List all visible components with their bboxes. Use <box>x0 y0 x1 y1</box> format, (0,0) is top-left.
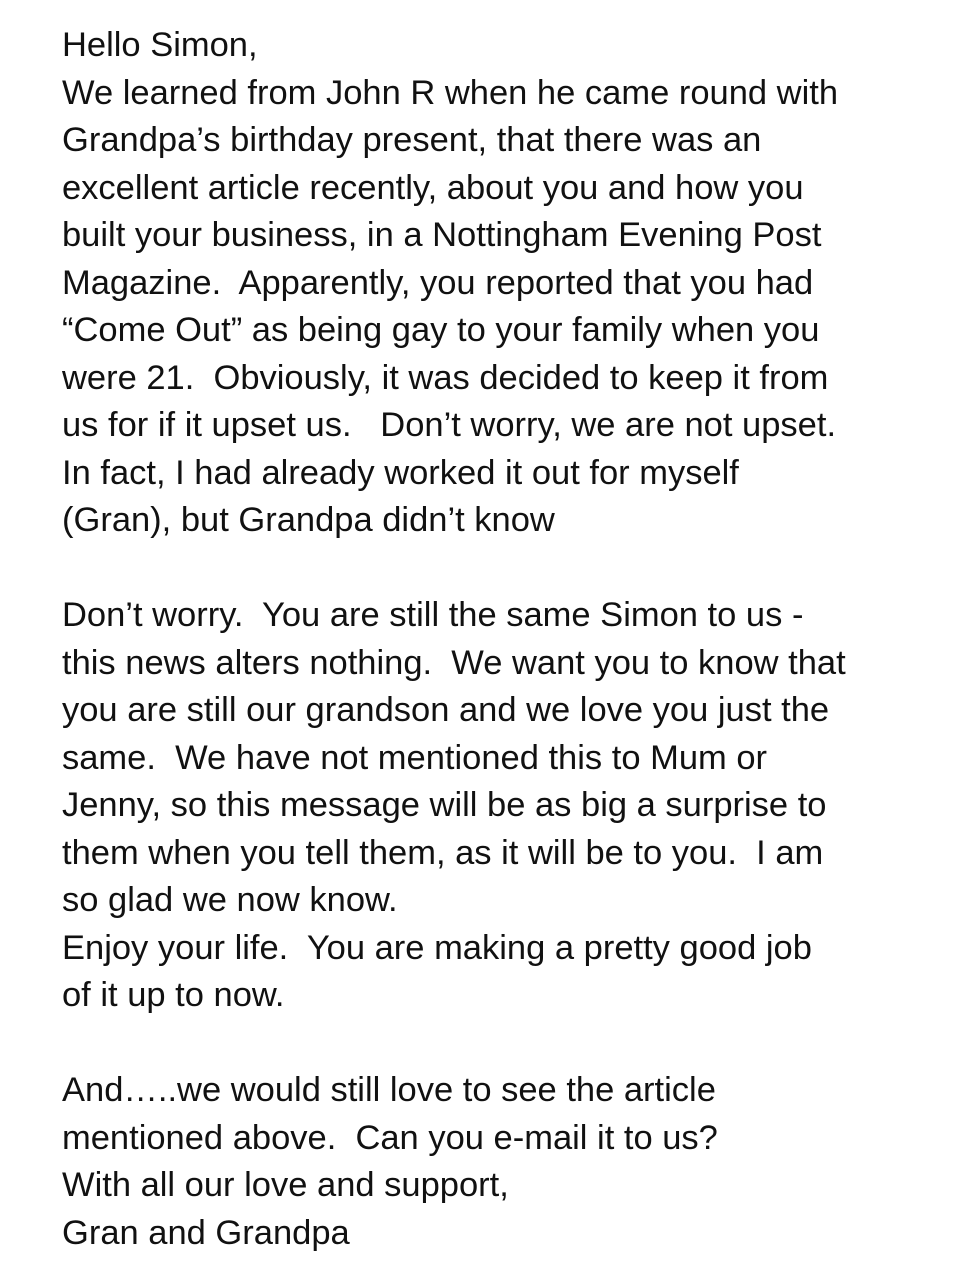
paragraph-1-line: Magazine. Apparently, you reported that you had <box>62 263 814 302</box>
paragraph-1-line: In fact, I had already worked it out for myself <box>62 453 739 492</box>
paragraph-2-line: them when you tell them, as it will be to you. I am <box>62 833 824 872</box>
closing: With all our love and support, <box>62 1166 509 1204</box>
paragraph-2-line: same. We have not mentioned this to Mum or <box>62 738 768 777</box>
paragraph-spacer <box>62 1020 962 1068</box>
paragraph-2-line: you are still our grandson and we love you just the <box>62 691 830 729</box>
paragraph-2-line: this news alters nothing. We want you to know that <box>62 643 846 682</box>
paragraph-2-line: Don’t worry. You are still the same Simon to us - <box>62 596 804 634</box>
paragraph-2-line: of it up to now. <box>62 976 285 1014</box>
letter <box>62 22 962 1257</box>
paragraph-2-line: Jenny, so this message will be as big a surprise to <box>62 786 827 824</box>
signature: Gran and Grandpa <box>62 1213 350 1252</box>
greeting: Hello Simon, <box>62 26 258 64</box>
paragraph-3-line: mentioned above. Can you e-mail it to us? <box>62 1118 718 1157</box>
paragraph-1-line: “Come Out” as being gay to your family when you <box>62 311 820 349</box>
paragraph-1-line: (Gran), but Grandpa didn’t know <box>62 501 555 539</box>
paragraph-1-line: were 21. Obviously, it was decided to keep it from <box>62 358 829 397</box>
paragraph-2-line: Enjoy your life. You are making a pretty good job <box>62 928 812 967</box>
paragraph-1-line: We learned from John R when he came round with <box>62 73 839 112</box>
paragraph-1-line: excellent article recently, about you and how you <box>62 168 804 207</box>
paragraph-1-line: Grandpa’s birthday present, that there was an <box>62 121 762 159</box>
paragraph-3-line: And…..we would still love to see the article <box>62 1071 716 1109</box>
paragraph-1-line: us for if it upset us. Don’t worry, we are not upset. <box>62 406 837 444</box>
paragraph-2-line: so glad we now know. <box>62 881 398 919</box>
paragraph-1-line: built your business, in a Nottingham Evening Post <box>62 216 822 254</box>
paragraph-spacer <box>62 545 962 593</box>
